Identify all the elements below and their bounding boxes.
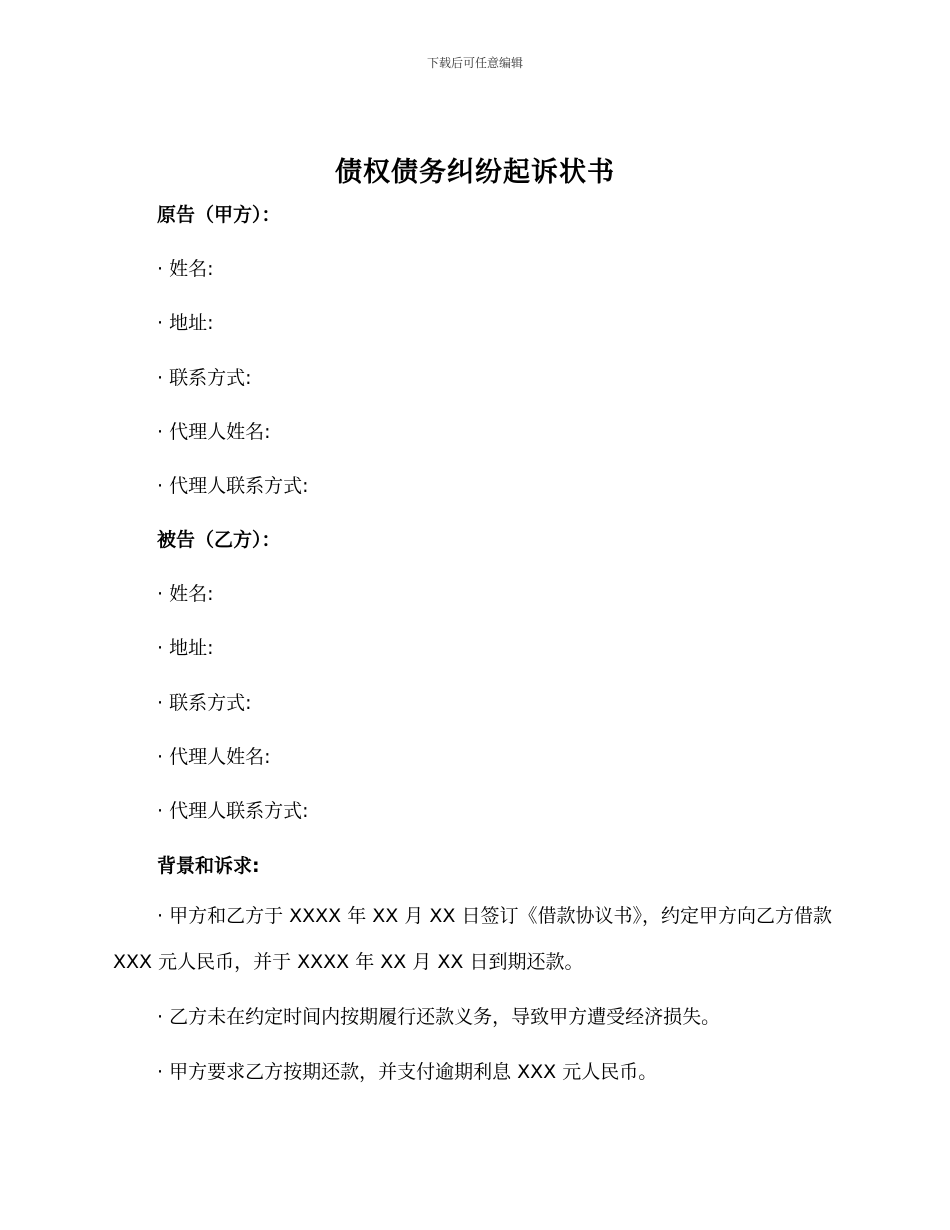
- plaintiff-heading: 原告（甲方）：: [157, 204, 281, 226]
- claim-item-1: · 甲方和乙方于 XXXX 年 XX 月 XX 日签订《借款协议书》，约定甲方向乙方借款 XXX 元人民币，并于 XXXX 年 XX 月 XX 日到期还款。: [113, 905, 832, 973]
- defendant-agent-contact-field: · 代理人联系方式:: [157, 800, 309, 822]
- defendant-address-field: · 地址:: [157, 637, 214, 659]
- plaintiff-name-field: · 姓名:: [157, 258, 214, 280]
- defendant-contact-field: · 联系方式:: [157, 692, 252, 714]
- header-note: 下载后可任意编辑: [426, 56, 523, 70]
- plaintiff-address-field: · 地址:: [157, 312, 214, 334]
- plaintiff-contact-field: · 联系方式:: [157, 367, 252, 389]
- claim-item-2: · 乙方未在约定时间内按期履行还款义务，导致甲方遭受经济损失。: [157, 1006, 721, 1028]
- plaintiff-agent-name-field: · 代理人姓名:: [157, 421, 271, 443]
- document-title: 债权债务纠纷起诉状书: [335, 157, 615, 188]
- claims-heading: 背景和诉求:: [157, 855, 260, 877]
- defendant-name-field: · 姓名:: [157, 583, 214, 605]
- claim-item-3: · 甲方要求乙方按期还款，并支付逾期利息 XXX 元人民币。: [157, 1061, 658, 1083]
- defendant-agent-name-field: · 代理人姓名:: [157, 746, 271, 768]
- plaintiff-agent-contact-field: · 代理人联系方式:: [157, 475, 309, 497]
- defendant-heading: 被告（乙方）：: [157, 529, 281, 551]
